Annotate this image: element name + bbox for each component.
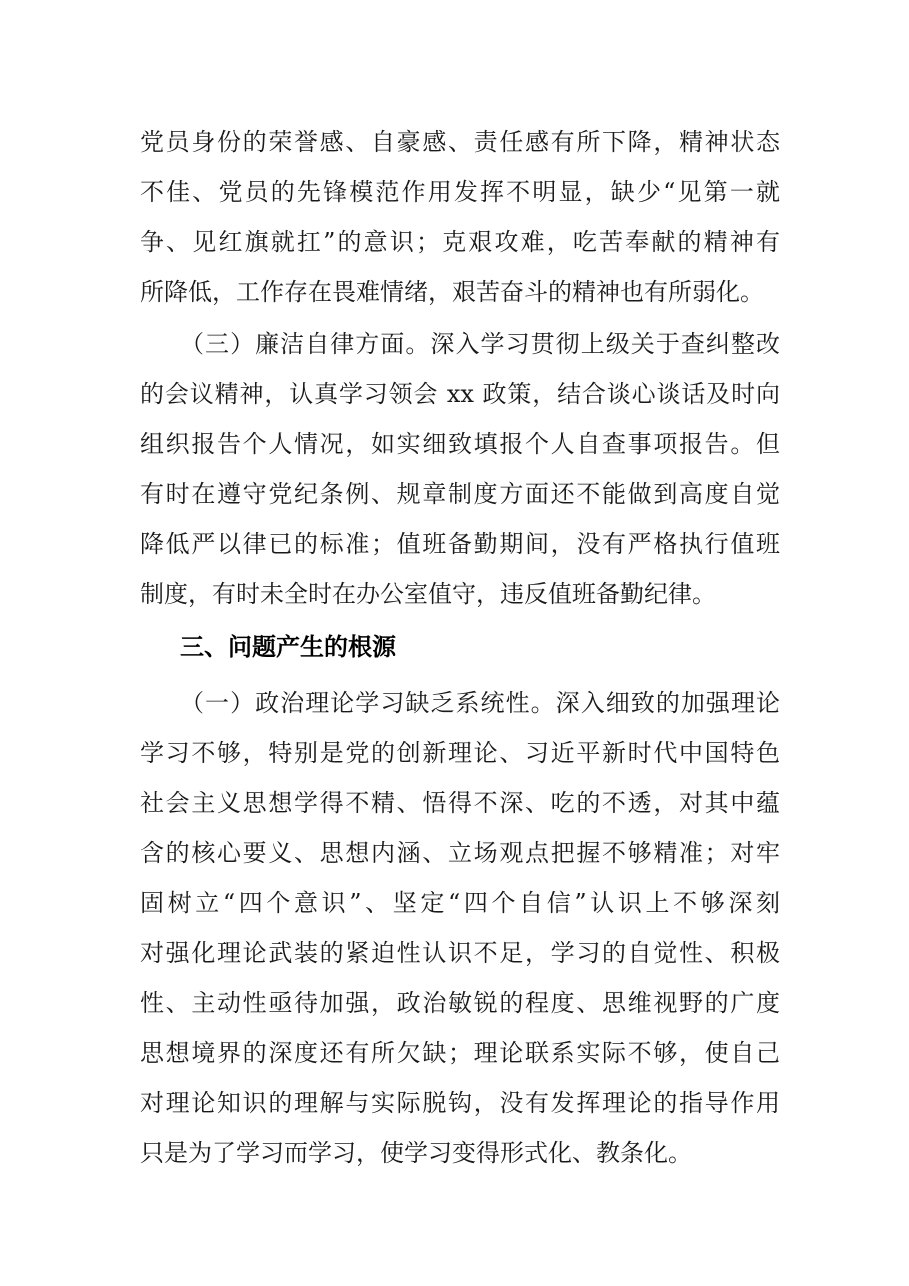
paragraph-3-line-6: 对强化理论武装的紧迫性认识不足，学习的自觉性、积极 [140, 939, 780, 967]
paragraph-2-line-4: 有时在遵守党纪条例、规章制度方面还不能做到高度自觉 [140, 480, 780, 508]
paragraph-2-line-1: （三）廉洁自律方面。深入学习贯彻上级关于查纠整改 [180, 330, 780, 358]
section-heading: 三、问题产生的根源 [180, 633, 396, 661]
paragraph-3-line-10: 只是为了学习而学习，使学习变得形式化、教条化。 [140, 1139, 692, 1167]
paragraph-1-line-4: 所降低，工作存在畏难情绪，艰苦奋斗的精神也有所弱化。 [140, 278, 764, 306]
paragraph-3-line-7: 性、主动性亟待加强，政治敏锐的程度、思维视野的广度 [140, 989, 780, 1017]
paragraph-3-line-3: 社会主义思想学得不精、悟得不深、吃的不透，对其中蕴 [140, 789, 780, 817]
paragraph-3-line-4: 含的核心要义、思想内涵、立场观点把握不够精准；对牢 [140, 839, 780, 867]
paragraph-3-line-2: 学习不够，特别是党的创新理论、习近平新时代中国特色 [140, 739, 780, 767]
paragraph-3-line-9: 对理论知识的理解与实际脱钩，没有发挥理论的指导作用 [140, 1089, 780, 1117]
paragraph-2-line-3: 组织报告个人情况，如实细致填报个人自查事项报告。但 [140, 430, 780, 458]
paragraph-3-line-5: 固树立“四个意识”、坚定“四个自信”认识上不够深刻 [140, 889, 780, 917]
paragraph-1-line-2: 不佳、党员的先锋模范作用发挥不明显，缺少“见第一就 [140, 178, 780, 206]
paragraph-3-line-8: 思想境界的深度还有所欠缺；理论联系实际不够，使自己 [140, 1039, 780, 1067]
paragraph-1-line-3: 争、见红旗就扛”的意识；克艰攻难，吃苦奉献的精神有 [140, 228, 780, 256]
paragraph-2-line-6: 制度，有时未全时在办公室值守，违反值班备勤纪律。 [140, 580, 716, 608]
paragraph-1-line-1: 党员身份的荣誉感、自豪感、责任感有所下降，精神状态 [140, 128, 780, 156]
paragraph-3-line-1: （一）政治理论学习缺乏系统性。深入细致的加强理论 [180, 689, 780, 717]
paragraph-2-line-5: 降低严以律已的标准；值班备勤期间，没有严格执行值班 [140, 530, 780, 558]
paragraph-2-line-2: 的会议精神，认真学习领会 xx 政策，结合谈心谈话及时向 [140, 380, 780, 408]
